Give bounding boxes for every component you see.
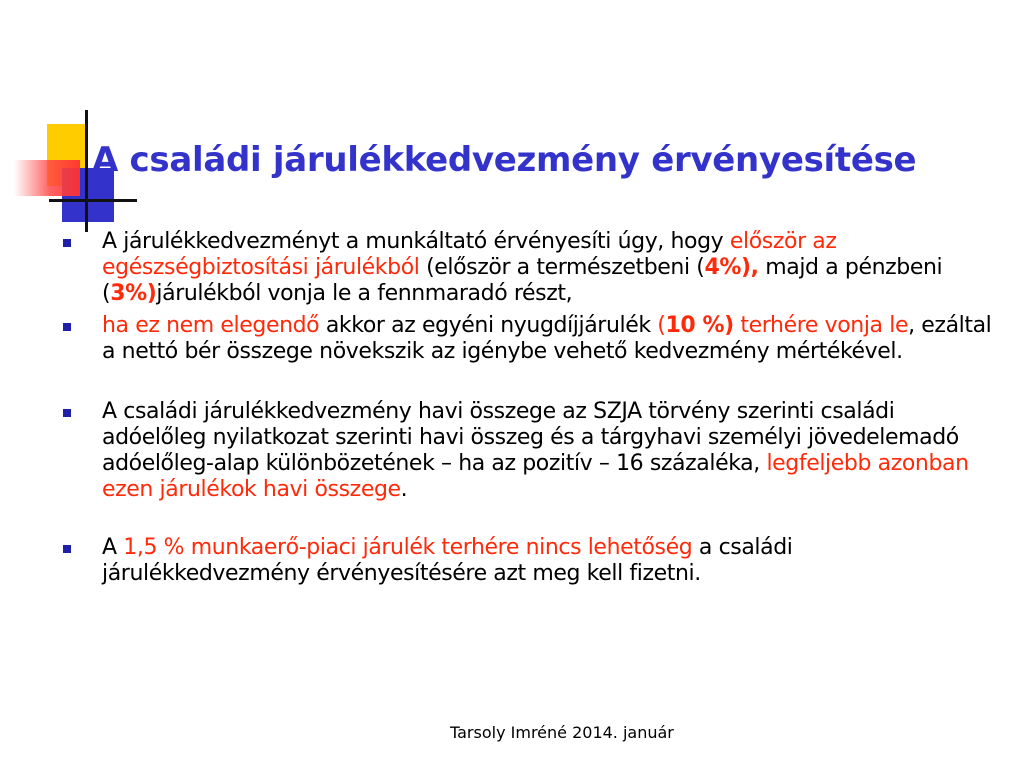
bullet-item bbox=[62, 229, 997, 307]
bullet-text: A járulékkedvezményt a munkáltató érvényesíti úgy, hogy bbox=[102, 229, 730, 254]
bullet-square-icon bbox=[63, 239, 71, 247]
bullet-item bbox=[62, 313, 997, 365]
bullet-text: , ezáltal a nettó bér összege növekszik az igénybe vehető kedvezmény mértékével. bbox=[102, 313, 992, 364]
bullet-text: . bbox=[400, 477, 408, 502]
slide-footer: Tarsoly Imréné 2014. január bbox=[450, 723, 674, 742]
bullet-highlight-percent: 4%), bbox=[704, 255, 759, 280]
bullet-highlight: legfeljebb azonban ezen járulékok havi összege bbox=[102, 451, 969, 502]
bullet-text: akkor az egyéni nyugdíjjárulék bbox=[319, 313, 658, 338]
bullet-text: majd a pénzbeni ( bbox=[102, 255, 943, 306]
bullet-highlight: ha ez nem elegendő bbox=[102, 313, 320, 338]
title-decoration-red-gradient bbox=[14, 160, 80, 196]
bullet-text: járulékból vonja le a fennmaradó részt, bbox=[156, 281, 573, 306]
bullet-highlight: először az egészségbiztosítási járulékból bbox=[102, 229, 837, 280]
bullet-text: A bbox=[102, 535, 124, 560]
bullet-item bbox=[62, 399, 997, 503]
title-decoration-vertical-line bbox=[85, 110, 88, 232]
bullet-highlight-percent: 10 %) bbox=[665, 313, 734, 338]
bullet-highlight: terhére vonja le bbox=[733, 313, 909, 338]
bullet-square-icon bbox=[63, 545, 71, 553]
bullet-text: a családi járulékkedvezmény érvényesítésére azt meg kell fizetni. bbox=[102, 535, 793, 586]
bullet-item bbox=[62, 535, 997, 587]
title-decoration-horizontal-line bbox=[49, 199, 137, 202]
bullet-square-icon bbox=[63, 409, 71, 417]
bullet-list bbox=[62, 229, 997, 587]
bullet-highlight: ( bbox=[657, 313, 666, 338]
bullet-highlight-percent: 3%) bbox=[110, 281, 157, 306]
bullet-highlight: 1,5 % munkaerő-piaci járulék terhére nincs lehetőség bbox=[123, 535, 693, 560]
slide-title: A családi járulékkedvezmény érvényesítése bbox=[92, 140, 917, 180]
bullet-square-icon bbox=[63, 323, 71, 331]
bullet-text: A családi járulékkedvezmény havi összege az SZJA törvény szerinti családi adóelőleg nyilatkozat szerinti havi összeg és a tárgyhavi személyi jövedelemadó adóelőleg-alap különbözetének – ha az pozitív – 16 százaléka, bbox=[102, 399, 959, 476]
bullet-text: (először a természetbeni ( bbox=[419, 255, 705, 280]
